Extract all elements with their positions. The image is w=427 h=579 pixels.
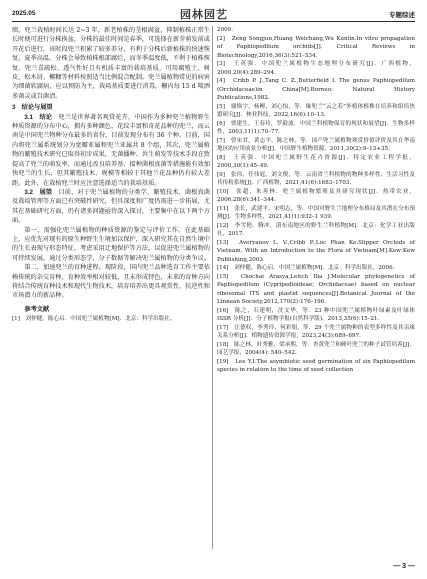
- paragraph-conclusion: 3.1 结论 兜兰是世界著名观赏花卉，中国作为多种兜兰植物野生种质资源的分布中心，拥有多种颜色、花纹丰富和奇花品种的兜兰，而云南是中国兜兰物种分布最多的省份，目前发现分布有 36 个种。目前，国内将兜兰属系统划分为宽瓣亚属和兜兰亚属共 8 个组，其次，兜兰属植物的繁殖技术研究已取得初步成果，无菌播种、共生萌发等技术手段在致提高了兜兰的萌发率，而通过改良培养基、接种菌根真菌等措施能有效加快兜兰的生长，但其繁殖技术、规模等相较于其他兰花品种仍有较大差距。此外，在栽植兜兰时应注意选择适当的栽培基质。: [12, 113, 211, 187]
- column-title: 专题综述: [389, 12, 415, 19]
- paragraph-second-point: 第二，加速兜兰的育种进程。现阶段，国内兜兰品种选育工作主要依赖传统的杂交育种，育种效率相对较低，且未形成特色，未来的育种方向将结合传统育种技术和现代生物技术，培育培养出更具观赏性、抗逆性和市场潜力的新品种。: [12, 264, 211, 300]
- subheading-outlook: 3.2 展望: [24, 188, 53, 196]
- journal-logo: 园林园艺: [180, 8, 228, 21]
- reference-item: [16] 陈之，石建明，沈文华，等．23 种中国兜兰属植物叶绿素及叶绿体 ISSR 分析[J]．分子植物学报(自然科学版)，2013,35(6):15–21.: [217, 307, 415, 322]
- reference-item: [3] 王英强．中国兜兰属植物生态地理分布研究[J]．广西植物，2000,20(4):289–294.: [217, 61, 415, 76]
- reference-item: [14] 刘仲健，陈心启．中国兰属植物[M]．北京：科学出版社，2006.: [217, 265, 395, 271]
- page-footer: [355, 563, 415, 573]
- column-divider: [212, 26, 213, 549]
- reference-continuation: 2009.: [217, 27, 234, 33]
- reference-item: [12] 李雪艳．腾冲，滇东南地区的野生兰科植物[M]．北京：化学工业出版社，2017.: [217, 222, 415, 237]
- reference-item: [2] Zeng Songjun,Huang Weichang,Wu Kunlin.In vitro propagation of Paphiopedilum orchids[J]. Critical Reviews in Biotechnology,2016,36(3):521–534.: [217, 35, 415, 59]
- reference-list: [217, 35, 415, 375]
- subheading-conclusion: 3.1 结论: [24, 113, 53, 121]
- reference-item: [7] 曾宋君，黄志平，陈之林，等．国产兜兰属植物观赏价值评价及其在华南地区的应用前景分析[J]．中国野生植物资源，2011,30(2):9–13+35.: [217, 137, 415, 152]
- header-rule: [12, 21, 415, 22]
- left-column: [12, 26, 210, 324]
- reference-item: [13] Averyanov L. V.,Cribb P.,Loc Phan Ke.Slipper Orchids of Vietnam. With an Introduction to the Flora of Vietnam[M].Kew:Kew Publishing,2003.: [217, 239, 415, 263]
- reference-item: [10] 张超，朱善林．兜兰属植物繁殖及其研究现状[J]．热带农业，2006,28(6):341–344.: [217, 188, 415, 203]
- section-heading-conclusion: 3 结论与展望: [12, 104, 53, 112]
- paragraph-outlook: 3.2 展望 目前，对于兜兰属植物的分类学、繁殖技术、菌根真菌及栽培管理等方面已有突破性研究，但具深度和广度仍需进一步拓展，尤其在基础研究方面，仍有诸多问题亟待深入探讨，主要集中在以下两个方面。: [12, 188, 211, 225]
- reference-item: [8] 王英强．中国兜兰属野生花卉资源[J]．特定农业工程学报，2000,30(1):45–49.: [217, 154, 415, 169]
- reference-item: [18] 陈之林，叶秀雅，梁承熙，等．杏黄兜兰和硬叶兜兰的种子试管培养[J]．园艺学报，2004(4): 540–542.: [217, 341, 415, 356]
- reference-item: [11] 张长，武建平，宋明志，等．中国对野生兰地理分布格局及其潜在分布预测[J]．生物多样性，2021,41(1):932–1 939.: [217, 205, 415, 220]
- paragraph-cultivation: 绩。兜兰栽植时间长达 2~3 年，新老植株的茎根满盆，抑制植株正常生长时便可进行分株换盆，分株的最佳时间是春季，可选择在新芽萌发前或开花后进行，该时段兜兰积累了较多养分，有利于分株后新植株的快速恢复。夏季高温，分株会导致植株根部腐烂，而冬季温度低，不利于植株恢复。兜兰喜疏松、透气性好且有机质丰富的栽培基质，可用腐殖土、树皮、松木屑、椰糠等材料按照适当比例混合配制。兜兰属植物常见的病害为细菌软腐病，应以预防为主，栽培基质要进行消毒，栅内每 15 d 喷洒多菌灵或百菌清。: [12, 27, 210, 100]
- reference-item: [1] 刘仲健，陈心启．中国兜兰属植物[M]．北京：科学出版社，: [12, 316, 176, 323]
- reference-item: [5] 谢焕宇，杨柳，刘心怡，等．缘兜兰“云之若”外植体植株在培养和组培快繁研究[J]．林业科技，2022,16(6):10–13.: [217, 103, 415, 118]
- right-column: [217, 26, 415, 375]
- reference-item: [4] Cribb P. J.,Tang C. Z.,Butterfield I. The genus Paphiopedilum (Orchidaceae)in China[M].Borneo: Natural History Publications,1982.: [217, 78, 415, 101]
- reference-item: [19] Lee Y.I.The asymbiotic seed germination of six Paphiopedilum species in relation to the time of seed collection: [217, 358, 415, 373]
- reference-item: [6] 贾建生，王春玲，罗毅波．中国兰科植物保育的现状和展望[J]．生物多样性，2003,11(1):70–77.: [217, 120, 415, 135]
- paragraph-first-point: 第一，需强化兜兰属植物的种质资源的鉴定与评价工作。在此基础上，应优先对现有的原生种野生生境加以保护，深入研究其在自然生境中的生长表现与形态特征，考虑采用迁地保护等方法，以促进兜兰属植物的可持续发展。通过分类形态学、分子数据等解决兜兰属植物的分类争议。: [12, 226, 210, 262]
- reference-item: [17] 汪德权，李秀玲，何彩娟，等．29 个兜兰属物种的表型多样性及其亲缘关系分析[J]．植物遗传资源学报，2023,24(3):689–697.: [217, 324, 415, 339]
- references-heading: 参考文献: [24, 305, 50, 313]
- reference-item: [15] Chochai Arasya,Leitch Ilia J.Molecular phylogenetics of Paphiopedilum (Cypripedioideae; Orchidaceae) based on nuclear ribosomal ITS and plastid sequences[J].Botanical Journal of the Linnean Society,2012,170(2):176–196.: [217, 273, 415, 305]
- reference-item: [9] 张伟，任伟庭，刘文俊，等．云南省兰科植物的物种多样性、生活习性及其传粉系统[J]．广西植物，2021,41(6):1683–1703.: [217, 171, 415, 186]
- issue-date: 2025.05: [12, 10, 36, 17]
- page-number: — 3 —: [393, 563, 415, 570]
